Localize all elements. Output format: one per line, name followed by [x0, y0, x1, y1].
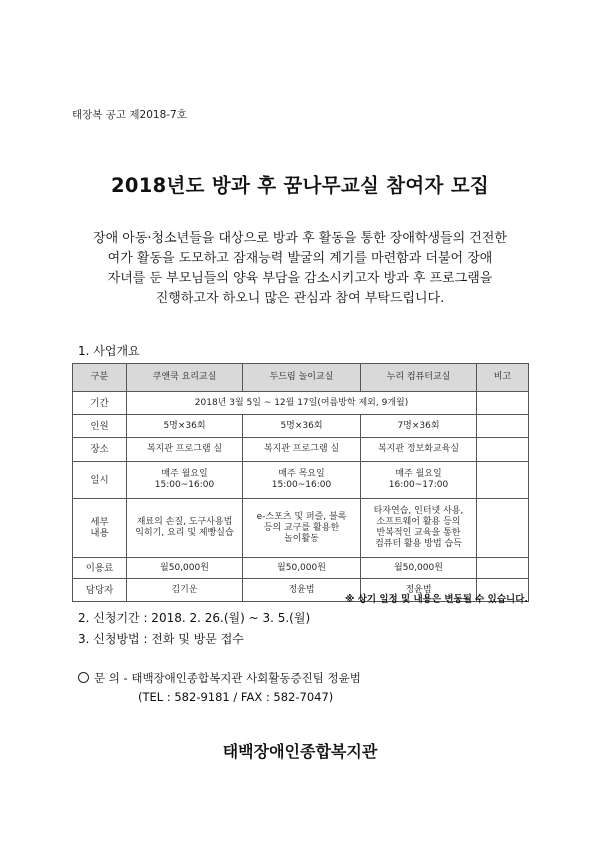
- intro-paragraph: [60, 229, 540, 309]
- row-label-people: 인원: [73, 415, 127, 438]
- intro-line: 진행하고자 하오니 많은 관심과 참여 부탁드립니다.: [155, 291, 445, 306]
- table-row: [73, 415, 529, 438]
- notice-number: 태장복 공고 제2018-7호: [72, 109, 187, 121]
- detail-line: 소프트웨어 활용 등의: [376, 517, 461, 527]
- detail-line: 재료의 손질, 도구사용법: [136, 517, 233, 527]
- fee-cooking: 월50,000원: [127, 558, 243, 579]
- remarks-cell: [477, 558, 529, 579]
- place-cooking: 복지관 프로그램 실: [127, 438, 243, 462]
- header-category: 구분: [73, 364, 127, 392]
- people-play: 5명×36회: [243, 415, 361, 438]
- time-hours: 15:00~16:00: [271, 480, 332, 490]
- overview-table: [72, 363, 529, 602]
- remarks-cell: [477, 499, 529, 558]
- time-day: 매주 목요일: [278, 469, 325, 479]
- remarks-cell: [477, 415, 529, 438]
- time-computer: [361, 462, 477, 499]
- row-label-place: 장소: [73, 438, 127, 462]
- header-remarks: 비고: [477, 364, 529, 392]
- section-2-application-period: 2. 신청기간 : 2018. 2. 26.(월) ~ 3. 5.(월): [78, 611, 311, 625]
- page-title: 2018년도 방과 후 꿈나무교실 참여자 모집: [111, 174, 489, 197]
- time-play: [243, 462, 361, 499]
- place-play: 복지관 프로그램 실: [243, 438, 361, 462]
- staff-computer: 정윤범: [361, 579, 477, 602]
- circle-bullet-icon: [78, 672, 89, 683]
- contact-info: [78, 670, 361, 686]
- time-hours: 16:00~17:00: [388, 480, 449, 490]
- remarks-cell: [477, 462, 529, 499]
- detail-play: [243, 499, 361, 558]
- row-label-staff: 담당자: [73, 579, 127, 602]
- row-label-period: 기간: [73, 392, 127, 415]
- organization-name: 태백장애인종합복지관: [222, 742, 378, 761]
- remarks-cell: [477, 392, 529, 415]
- header-play-class: 두드림 놀이교실: [243, 364, 361, 392]
- staff-play: 정윤범: [243, 579, 361, 602]
- header-cooking-class: 쿠앤쿡 요리교실: [127, 364, 243, 392]
- detail-line: 타자연습, 인터넷 사용,: [373, 506, 464, 516]
- time-day: 매주 월요일: [161, 469, 208, 479]
- intro-line: 장애 아동·청소년들을 대상으로 방과 후 활동을 통한 장애학생들의 건전한: [93, 231, 507, 246]
- remarks-cell: [477, 438, 529, 462]
- table-row: [73, 558, 529, 579]
- detail-line: 익히기, 요리 및 제빵실습: [135, 528, 234, 538]
- time-day: 매주 월요일: [395, 469, 442, 479]
- section-3-application-method: 3. 신청방법 : 전화 및 방문 접수: [78, 632, 244, 646]
- table-row: [73, 392, 529, 415]
- row-label-detail: [73, 499, 127, 558]
- contact-line: 문 의 - 태백장애인종합복지관 사회활동증진팀 정윤범: [94, 671, 361, 685]
- time-hours: 15:00~16:00: [154, 480, 215, 490]
- detail-label-line: 세부: [90, 517, 109, 528]
- schedule-footnote: ※ 상기 일정 및 내용은 변동될 수 있습니다.: [345, 594, 528, 605]
- staff-cooking: 김기운: [127, 579, 243, 602]
- table-row: [73, 462, 529, 499]
- period-value: 2018년 3월 5일 ~ 12월 17일(여름방학 제외, 9개월): [127, 392, 477, 415]
- detail-computer: [361, 499, 477, 558]
- intro-line: 자녀를 둔 부모님들의 양육 부담을 감소시키고자 방과 후 프로그램을: [107, 271, 493, 286]
- detail-line: 컴퓨터 활용 방법 습득: [375, 539, 462, 549]
- people-cooking: 5명×36회: [127, 415, 243, 438]
- row-label-time: 일시: [73, 462, 127, 499]
- row-label-fee: 이용료: [73, 558, 127, 579]
- detail-label-line: 내용: [90, 528, 109, 539]
- fee-play: 월50,000원: [243, 558, 361, 579]
- intro-line: 여가 활동을 도모하고 잠재능력 발굴의 계기를 마련함과 더불어 장애: [107, 251, 493, 266]
- table-header-row: [73, 364, 529, 392]
- table-row: [73, 499, 529, 558]
- detail-cooking: [127, 499, 243, 558]
- detail-line: 등의 교구를 활용한: [263, 522, 340, 533]
- fee-computer: 월50,000원: [361, 558, 477, 579]
- section-1-heading: 1. 사업개요: [78, 344, 140, 358]
- table-row: [73, 438, 529, 462]
- detail-line: e-스포츠 및 퍼즐, 블록: [256, 511, 347, 522]
- detail-line: 반복적인 교육을 통한: [376, 528, 461, 538]
- people-computer: 7명×36회: [361, 415, 477, 438]
- detail-line: 놀이활동: [284, 533, 319, 544]
- place-computer: 복지관 정보화교육실: [361, 438, 477, 462]
- header-computer-class: 누리 컴퓨터교실: [361, 364, 477, 392]
- contact-phone: (TEL : 582-9181 / FAX : 582-7047): [138, 690, 334, 704]
- time-cooking: [127, 462, 243, 499]
